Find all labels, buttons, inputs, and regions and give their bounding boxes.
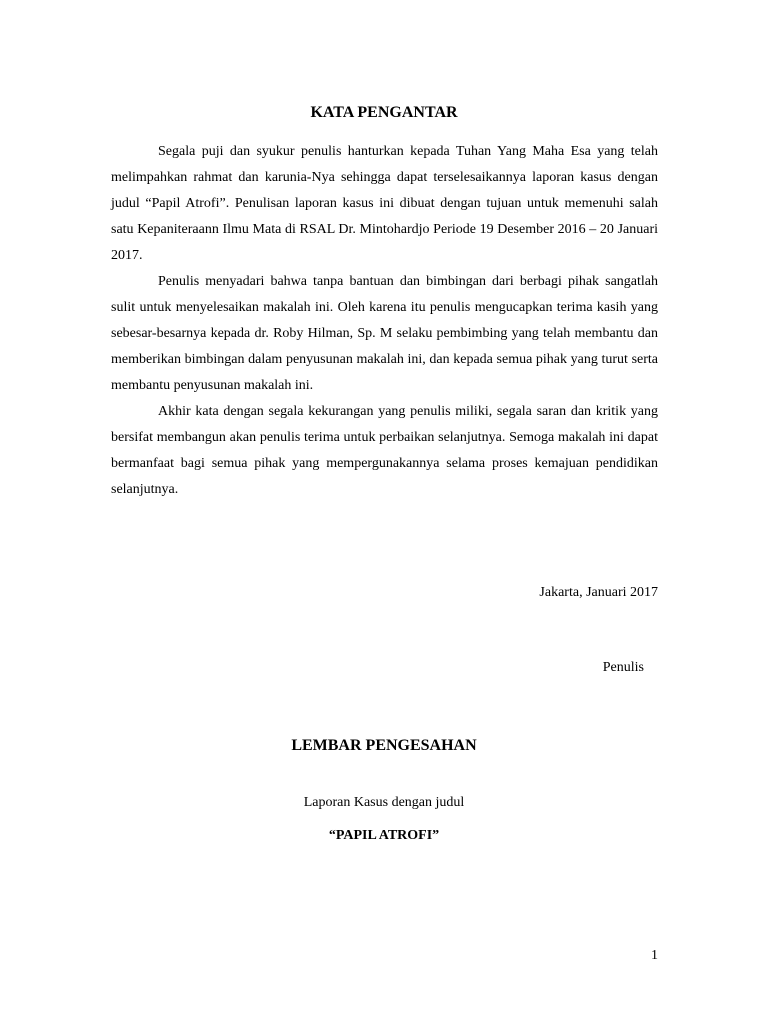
kata-pengantar-title: KATA PENGANTAR [310,104,458,121]
lembar-pengesahan-title: LEMBAR PENGESAHAN [291,737,477,754]
page-number: 1 [651,948,658,963]
paragraph-3: Akhir kata dengan segala kekurangan yang penulis miliki, segala saran dan kritik yang bersifat membangun akan penulis terima untuk perbaikan selanjutnya. Semoga makalah ini dapat bermanfaat bagi semua pihak yang mempergunakannya selama proses kemajuan pendidikan selanjutnya. [111,404,658,497]
place-date: Jakarta, Januari 2017 [539,585,658,600]
kata-pengantar-body [111,139,658,503]
case-title: “PAPIL ATROFI” [328,828,440,843]
signature-label: Penulis [602,660,644,675]
report-subtitle: Laporan Kasus dengan judul [303,795,465,810]
paragraph-2: Penulis menyadari bahwa tanpa bantuan dan bimbingan dari berbagi pihak sangatlah sulit untuk menyelesaikan makalah ini. Oleh karena itu penulis mengucapkan terima kasih yang sebesar-besarnya kepada dr. Roby Hilman, Sp. M selaku pembimbing yang telah membantu dan memberikan bimbingan dalam penyusunan makalah ini, dan kepada semua pihak yang turut serta membantu penyusunan makalah ini. [111,274,658,393]
paragraph-1: Segala puji dan syukur penulis hanturkan kepada Tuhan Yang Maha Esa yang telah melimpahkan rahmat dan karunia-Nya sehingga dapat terselesaikannya laporan kasus dengan judul “Papil Atrofi”. Penulisan laporan kasus ini dibuat dengan tujuan untuk memenuhi salah satu Kepaniteraann Ilmu Mata di RSAL Dr. Mintohardjo Periode 19 Desember 2016 – 20 Januari 2017. [111,144,658,263]
